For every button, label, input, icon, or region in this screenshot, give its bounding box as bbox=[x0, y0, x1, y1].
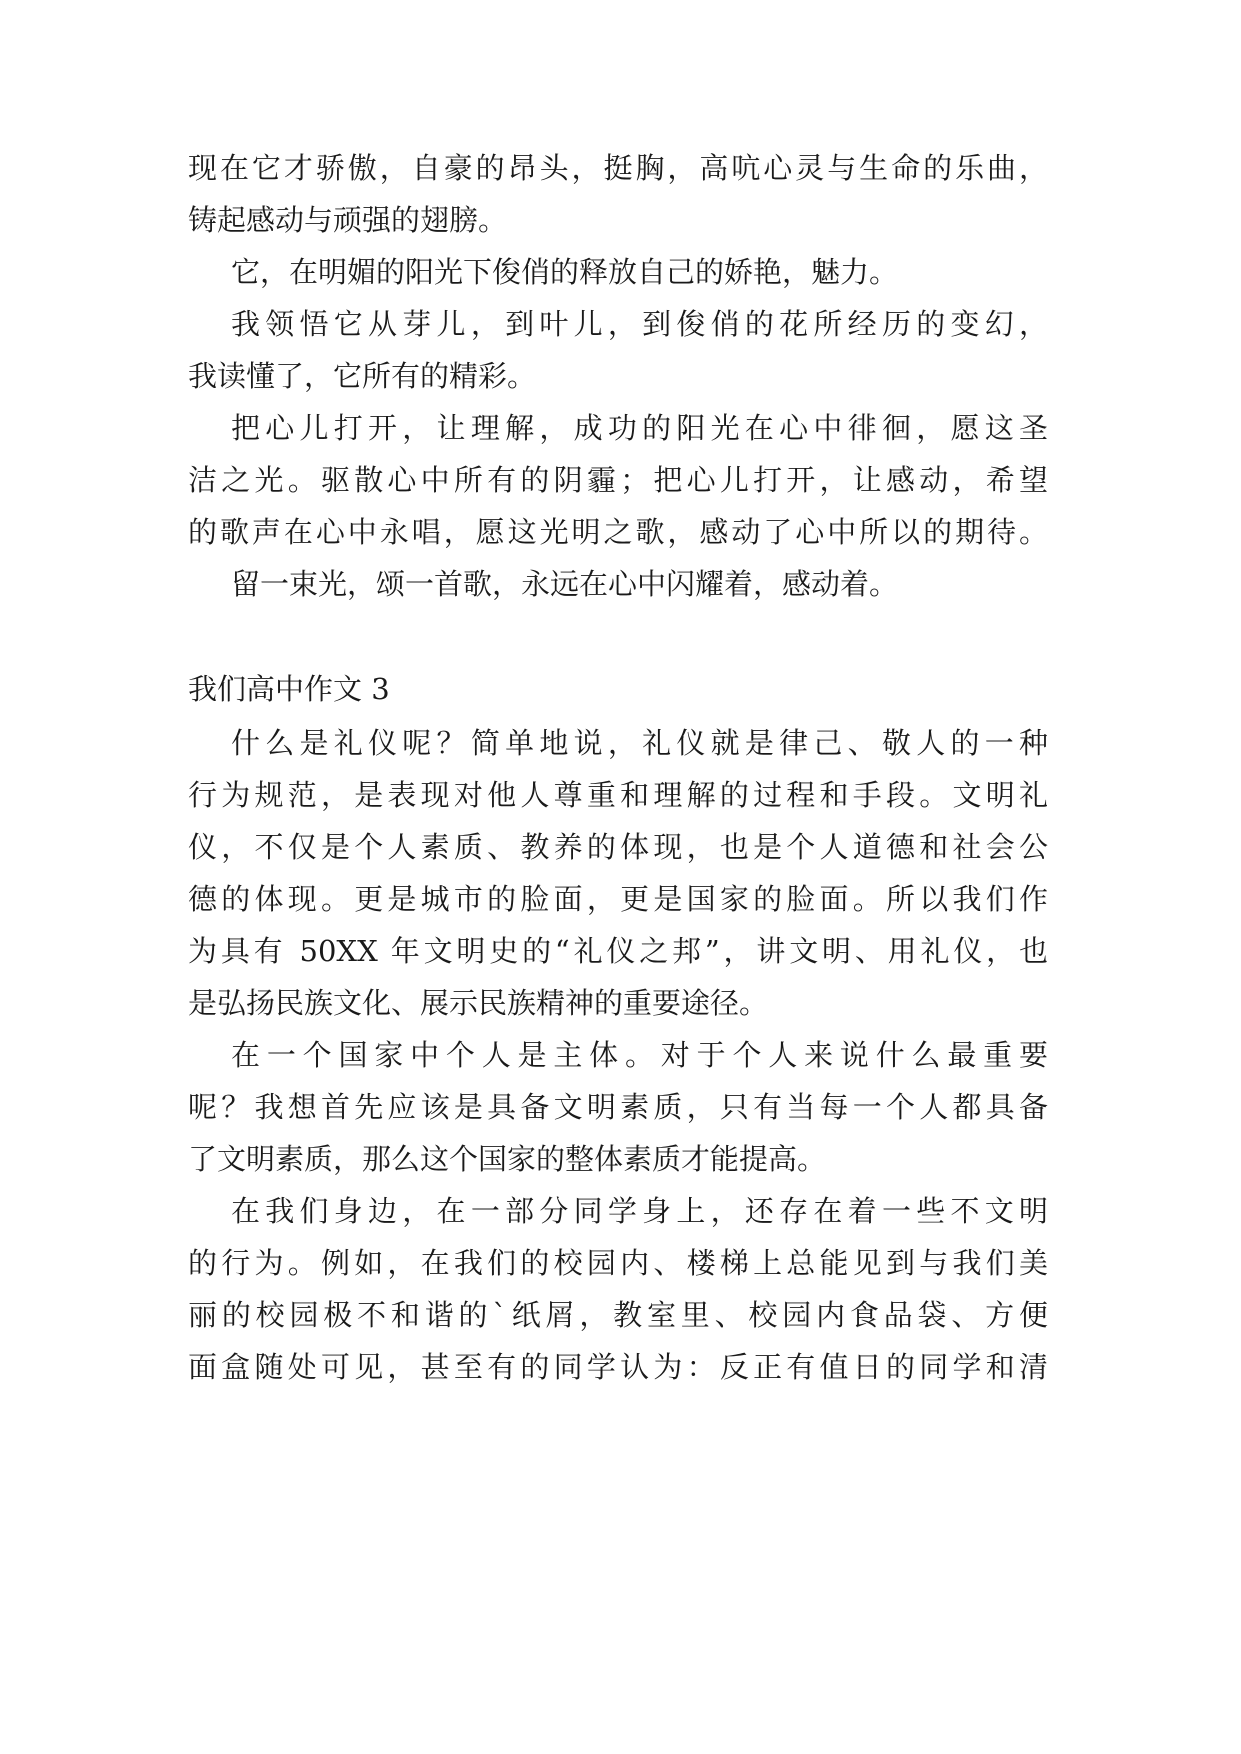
text-line: 它，在明媚的阳光下俊俏的释放自己的娇艳，魅力。 bbox=[231, 255, 899, 289]
text-line: 面盒随处可见，甚至有的同学认为：反正有值日的同学和清 bbox=[188, 1350, 1048, 1384]
text-line: 了文明素质，那么这个国家的整体素质才能提高。 bbox=[188, 1142, 827, 1176]
text-line: 仪，不仅是个人素质、教养的体现，也是个人道德和社会公 bbox=[188, 830, 1048, 864]
section-title: 我们高中作文 3 bbox=[188, 672, 390, 706]
text-line: 在我们身边，在一部分同学身上，还存在着一些不文明 bbox=[231, 1194, 1048, 1228]
text-line: 的行为。例如，在我们的校园内、楼梯上总能见到与我们美 bbox=[188, 1246, 1048, 1280]
text-line: 为具有 50XX 年文明史的“礼仪之邦”，讲文明、用礼仪，也 bbox=[188, 934, 1048, 968]
text-line: 铸起感动与顽强的翅膀。 bbox=[188, 203, 508, 237]
text-line: 呢？我想首先应该是具备文明素质，只有当每一个人都具备 bbox=[188, 1090, 1048, 1124]
text-line: 洁之光。驱散心中所有的阴霾；把心儿打开，让感动，希望 bbox=[188, 463, 1048, 497]
text-line: 什么是礼仪呢？简单地说，礼仪就是律己、敬人的一种 bbox=[231, 726, 1048, 760]
text-line: 我领悟它从芽儿，到叶儿，到俊俏的花所经历的变幻， bbox=[231, 307, 1048, 341]
text-line: 行为规范，是表现对他人尊重和理解的过程和手段。文明礼 bbox=[188, 778, 1048, 812]
text-line: 在一个国家中个人是主体。对于个人来说什么最重要 bbox=[231, 1038, 1048, 1072]
text-line: 把心儿打开，让理解，成功的阳光在心中徘徊，愿这圣 bbox=[231, 411, 1048, 445]
text-line: 丽的校园极不和谐的`纸屑，教室里、校园内食品袋、方便 bbox=[188, 1298, 1048, 1332]
text-line: 德的体现。更是城市的脸面，更是国家的脸面。所以我们作 bbox=[188, 882, 1048, 916]
text-line: 留一束光，颂一首歌，永远在心中闪耀着，感动着。 bbox=[231, 567, 899, 601]
text-line: 是弘扬民族文化、展示民族精神的重要途径。 bbox=[188, 986, 769, 1020]
text-line: 我读懂了，它所有的精彩。 bbox=[188, 359, 537, 393]
text-line: 现在它才骄傲，自豪的昂头，挺胸，高吭心灵与生命的乐曲， bbox=[188, 151, 1048, 185]
text-line: 的歌声在心中永唱，愿这光明之歌，感动了心中所以的期待。 bbox=[188, 515, 1048, 549]
